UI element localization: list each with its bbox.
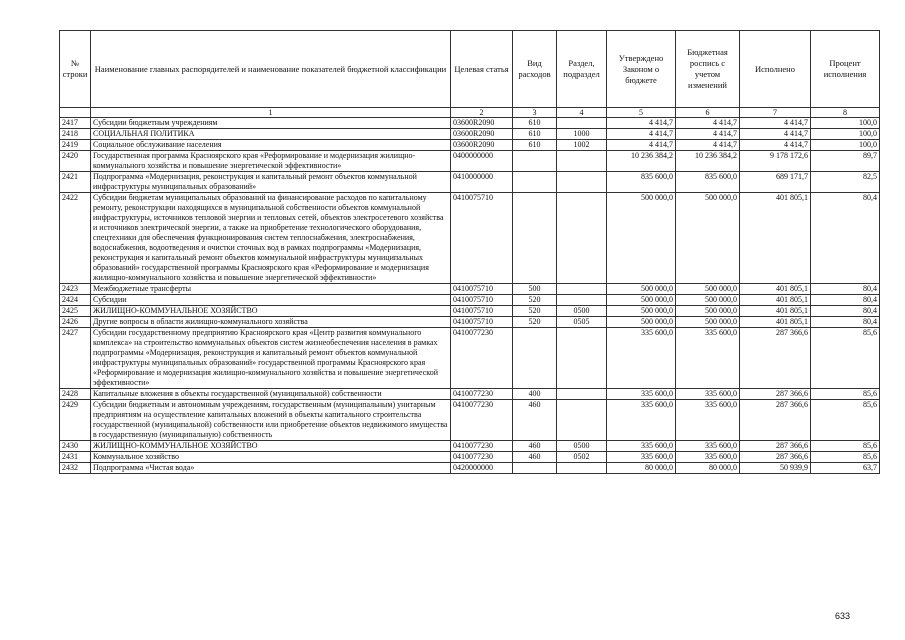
row-section: 0500 <box>557 306 607 317</box>
row-section <box>557 389 607 400</box>
row-approved: 4 414,7 <box>607 118 676 129</box>
row-number: 2426 <box>60 317 91 328</box>
row-name: Субсидии бюджетным и автономным учреждениям, государственным (муниципальным) унитарным предприятиям на осуществление капитальных вложений в объекты капитального строительства государственной (муниципальной) собственности или приобретение объектов недвижимого имущества в государственную (муниципальную) собственность <box>91 400 451 441</box>
row-section <box>557 172 607 193</box>
row-approved: 500 000,0 <box>607 306 676 317</box>
row-approved: 335 600,0 <box>607 328 676 389</box>
header-row-number: № строки <box>60 31 91 108</box>
row-expense-type: 520 <box>513 306 557 317</box>
row-expense-type: 460 <box>513 400 557 441</box>
row-approved: 10 236 384,2 <box>607 151 676 172</box>
row-article: 0410077230 <box>451 441 513 452</box>
column-number: 5 <box>607 108 676 118</box>
table-row <box>60 140 880 151</box>
row-article: 0410075710 <box>451 306 513 317</box>
table-row <box>60 172 880 193</box>
row-name: Другие вопросы в области жилищно-коммунального хозяйства <box>91 317 451 328</box>
row-expense-type: 460 <box>513 441 557 452</box>
row-name: Государственная программа Красноярского края «Реформирование и модернизация жилищно-коммунального хозяйства и повышение энергетической эффективности» <box>91 151 451 172</box>
row-percent: 89,7 <box>811 151 880 172</box>
row-budget-list: 10 236 384,2 <box>676 151 740 172</box>
row-number: 2418 <box>60 129 91 140</box>
column-number: 2 <box>451 108 513 118</box>
table-row <box>60 452 880 463</box>
row-article: 0410075710 <box>451 317 513 328</box>
row-expense-type: 610 <box>513 129 557 140</box>
header-percent: Процент исполнения <box>811 31 880 108</box>
row-name: Межбюджетные трансферты <box>91 284 451 295</box>
row-section <box>557 400 607 441</box>
row-executed: 689 171,7 <box>740 172 811 193</box>
row-expense-type: 520 <box>513 295 557 306</box>
column-number: 1 <box>91 108 451 118</box>
header-executed: Исполнено <box>740 31 811 108</box>
row-percent: 80,4 <box>811 317 880 328</box>
row-expense-type: 610 <box>513 140 557 151</box>
row-name: Коммунальное хозяйство <box>91 452 451 463</box>
row-number: 2432 <box>60 463 91 474</box>
row-budget-list: 4 414,7 <box>676 129 740 140</box>
row-budget-list: 80 000,0 <box>676 463 740 474</box>
row-budget-list: 500 000,0 <box>676 193 740 284</box>
row-budget-list: 500 000,0 <box>676 284 740 295</box>
column-number: 3 <box>513 108 557 118</box>
row-number: 2419 <box>60 140 91 151</box>
table-row <box>60 295 880 306</box>
header-budget-list: Бюджетная роспись с учетом изменений <box>676 31 740 108</box>
row-number: 2431 <box>60 452 91 463</box>
row-percent: 85,6 <box>811 452 880 463</box>
row-name: Субсидии <box>91 295 451 306</box>
row-budget-list: 4 414,7 <box>676 118 740 129</box>
row-name: Социальное обслуживание населения <box>91 140 451 151</box>
table-row <box>60 284 880 295</box>
row-name: ЖИЛИЩНО-КОММУНАЛЬНОЕ ХОЗЯЙСТВО <box>91 441 451 452</box>
row-section <box>557 295 607 306</box>
row-executed: 4 414,7 <box>740 140 811 151</box>
table-row <box>60 129 880 140</box>
row-budget-list: 4 414,7 <box>676 140 740 151</box>
row-article: 0410077230 <box>451 400 513 441</box>
row-approved: 4 414,7 <box>607 129 676 140</box>
row-percent: 80,4 <box>811 284 880 295</box>
row-name: ЖИЛИЩНО-КОММУНАЛЬНОЕ ХОЗЯЙСТВО <box>91 306 451 317</box>
row-article: 0410077230 <box>451 452 513 463</box>
row-executed: 401 805,1 <box>740 317 811 328</box>
row-budget-list: 335 600,0 <box>676 400 740 441</box>
header-target-article: Целевая статья <box>451 31 513 108</box>
row-article: 0410075710 <box>451 193 513 284</box>
table-row <box>60 118 880 129</box>
row-article: 0410075710 <box>451 284 513 295</box>
row-approved: 835 600,0 <box>607 172 676 193</box>
row-section: 1002 <box>557 140 607 151</box>
column-number-row <box>60 108 880 118</box>
row-name: Капитальные вложения в объекты государственной (муниципальной) собственности <box>91 389 451 400</box>
row-number: 2421 <box>60 172 91 193</box>
row-percent: 80,4 <box>811 193 880 284</box>
row-executed: 287 366,6 <box>740 328 811 389</box>
row-percent: 82,5 <box>811 172 880 193</box>
row-percent: 100,0 <box>811 129 880 140</box>
row-expense-type <box>513 172 557 193</box>
row-number: 2424 <box>60 295 91 306</box>
column-number: 4 <box>557 108 607 118</box>
row-expense-type: 500 <box>513 284 557 295</box>
row-name: Подпрограмма «Чистая вода» <box>91 463 451 474</box>
row-expense-type: 400 <box>513 389 557 400</box>
row-article: 0410077230 <box>451 328 513 389</box>
table-header-row <box>60 31 880 108</box>
row-number: 2430 <box>60 441 91 452</box>
row-percent: 63,7 <box>811 463 880 474</box>
row-approved: 80 000,0 <box>607 463 676 474</box>
column-number <box>60 108 91 118</box>
row-percent: 85,6 <box>811 328 880 389</box>
row-expense-type <box>513 328 557 389</box>
row-number: 2417 <box>60 118 91 129</box>
row-budget-list: 500 000,0 <box>676 295 740 306</box>
row-name: Подпрограмма «Модернизация, реконструкция и капитальный ремонт объектов коммунальной инфраструктуры муниципальных образований» <box>91 172 451 193</box>
row-expense-type: 460 <box>513 452 557 463</box>
row-executed: 287 366,6 <box>740 452 811 463</box>
row-executed: 401 805,1 <box>740 295 811 306</box>
table-row <box>60 317 880 328</box>
row-executed: 287 366,6 <box>740 441 811 452</box>
row-number: 2428 <box>60 389 91 400</box>
row-executed: 4 414,7 <box>740 129 811 140</box>
row-article: 0410075710 <box>451 295 513 306</box>
row-section <box>557 284 607 295</box>
row-section: 1000 <box>557 129 607 140</box>
page-number: 633 <box>835 611 851 621</box>
row-number: 2423 <box>60 284 91 295</box>
column-number: 7 <box>740 108 811 118</box>
row-section: 0502 <box>557 452 607 463</box>
row-number: 2422 <box>60 193 91 284</box>
row-executed: 9 178 172,6 <box>740 151 811 172</box>
row-name: СОЦИАЛЬНАЯ ПОЛИТИКА <box>91 129 451 140</box>
row-approved: 335 600,0 <box>607 389 676 400</box>
budget-execution-table <box>59 30 880 474</box>
row-section <box>557 328 607 389</box>
row-executed: 4 414,7 <box>740 118 811 129</box>
row-approved: 500 000,0 <box>607 295 676 306</box>
table-row <box>60 389 880 400</box>
row-budget-list: 335 600,0 <box>676 441 740 452</box>
table-row <box>60 193 880 284</box>
row-executed: 401 805,1 <box>740 306 811 317</box>
table-row <box>60 463 880 474</box>
row-approved: 4 414,7 <box>607 140 676 151</box>
row-budget-list: 335 600,0 <box>676 452 740 463</box>
row-article: 0420000000 <box>451 463 513 474</box>
row-percent: 80,4 <box>811 295 880 306</box>
row-article: 0410000000 <box>451 172 513 193</box>
table-row <box>60 151 880 172</box>
row-name: Субсидии бюджетным учреждениям <box>91 118 451 129</box>
row-expense-type <box>513 151 557 172</box>
row-budget-list: 835 600,0 <box>676 172 740 193</box>
row-percent: 100,0 <box>811 118 880 129</box>
row-number: 2429 <box>60 400 91 441</box>
row-expense-type: 610 <box>513 118 557 129</box>
header-name: Наименование главных распорядителей и наименование показателей бюджетной классификации <box>91 31 451 108</box>
row-executed: 401 805,1 <box>740 284 811 295</box>
row-name: Субсидии бюджетам муниципальных образований на финансирование расходов по капитальному ремонту, реконструкции находящихся в муниципальной собственности объектов коммунальной инфраструктуры, источников тепловой энергии и тепловых сетей, объектов электросетевого хозяйства и источников электрической энергии, а также на приобретение технологического оборудования, спецтехники для обеспечения функционирования систем теплоснабжения, электроснабжения, водоснабжения, водоотведения и очистки сточных вод в рамках подпрограммы «Модернизация, реконструкция и капитальный ремонт объектов коммунальной инфраструктуры муниципальных образований» государственной программы Красноярского края «Реформирование и модернизация жилищно-коммунального хозяйства и повышение энергетической эффективности» <box>91 193 451 284</box>
column-number: 8 <box>811 108 880 118</box>
row-executed: 287 366,6 <box>740 400 811 441</box>
row-section <box>557 151 607 172</box>
row-article: 03600R2090 <box>451 118 513 129</box>
row-number: 2427 <box>60 328 91 389</box>
row-percent: 85,6 <box>811 400 880 441</box>
row-section <box>557 118 607 129</box>
row-section <box>557 193 607 284</box>
row-article: 0410077230 <box>451 389 513 400</box>
row-budget-list: 335 600,0 <box>676 328 740 389</box>
row-number: 2420 <box>60 151 91 172</box>
row-name: Субсидии государственному предприятию Красноярского края «Центр развития коммунального комплекса» на строительство коммунальных объектов систем жизнеобеспечения населения в рамках подпрограммы «Модернизация, реконструкция и капитальный ремонт объектов коммунальной инфраструктуры муниципальных образований» государственной программы Красноярского края «Реформирование и модернизация жилищно-коммунального хозяйства и повышение энергетической эффективности» <box>91 328 451 389</box>
row-section <box>557 463 607 474</box>
row-number: 2425 <box>60 306 91 317</box>
row-percent: 100,0 <box>811 140 880 151</box>
row-executed: 50 939,9 <box>740 463 811 474</box>
row-article: 03600R2090 <box>451 140 513 151</box>
row-article: 03600R2090 <box>451 129 513 140</box>
row-approved: 500 000,0 <box>607 193 676 284</box>
table-row <box>60 400 880 441</box>
row-expense-type <box>513 463 557 474</box>
row-budget-list: 335 600,0 <box>676 389 740 400</box>
row-percent: 85,6 <box>811 389 880 400</box>
row-section: 0505 <box>557 317 607 328</box>
row-executed: 401 805,1 <box>740 193 811 284</box>
row-approved: 335 600,0 <box>607 441 676 452</box>
header-expense-type: Вид расходов <box>513 31 557 108</box>
row-percent: 80,4 <box>811 306 880 317</box>
column-number: 6 <box>676 108 740 118</box>
row-expense-type <box>513 193 557 284</box>
row-approved: 500 000,0 <box>607 317 676 328</box>
row-budget-list: 500 000,0 <box>676 306 740 317</box>
row-article: 0400000000 <box>451 151 513 172</box>
table-row <box>60 328 880 389</box>
table-row <box>60 306 880 317</box>
row-approved: 335 600,0 <box>607 400 676 441</box>
row-approved: 335 600,0 <box>607 452 676 463</box>
header-section: Раздел, подраздел <box>557 31 607 108</box>
row-approved: 500 000,0 <box>607 284 676 295</box>
table-row <box>60 441 880 452</box>
row-expense-type: 520 <box>513 317 557 328</box>
header-approved: Утверждено Законом о бюджете <box>607 31 676 108</box>
row-executed: 287 366,6 <box>740 389 811 400</box>
row-budget-list: 500 000,0 <box>676 317 740 328</box>
row-section: 0500 <box>557 441 607 452</box>
row-percent: 85,6 <box>811 441 880 452</box>
